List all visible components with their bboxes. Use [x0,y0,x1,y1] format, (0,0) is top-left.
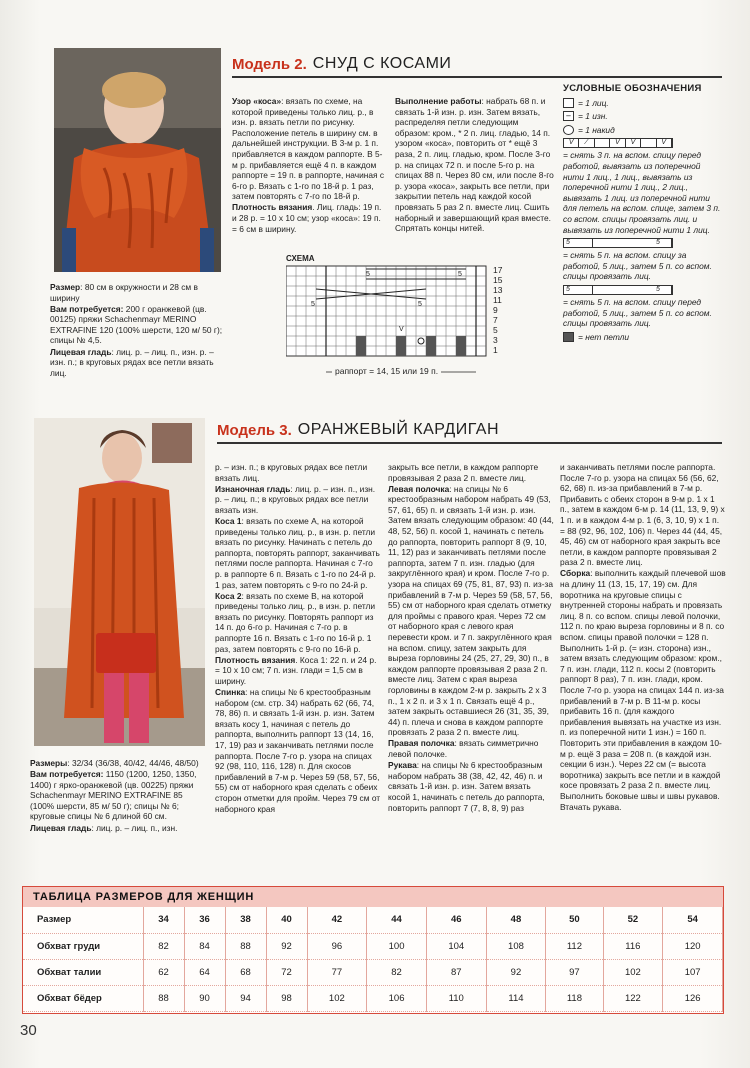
model3-column-3: и заканчивать петлями после раппорта. После 7-го р. узора на спицах 56 (56, 62, 62, 68) п. из-за прибавлений в 7-м р. Прибавить с обеих сторон в 9-м р. 1 х 1 п., затем в каждом 6-м р. 14 (11, 13, 9, 9) х 1 п. и в каждом 4-м р. 1 (6, 3, 10, 9) х 1 п. = 88 (92, 96, 102, 106) п. Через 44 (44, 45, 45, 46) см от наборного края закрыть все петли, в каждом раппорте провязывая 2 раза 2 п. вместе лиц. Сборка: выполнить каждый плечевой шов на длину 11 (13, 15, 17, 19) см. Для воротника на круговые спицы с внутренней стороны набрать и провязать лиц. 8 п. со вспом. спицы левой полочки, 112 п. по краю выреза горловины и 8 п. со вспом. спицы правой полочки = 128 п. Выполнить 1-й р. (= изн. сторона) изн., затем вязать следующим образом: кром., 7 п. изн. глади, 112 п. косы 2 (повторить раппорт 8 раз), 7 п. изн. глади, кром. После 7-го р. узора на спицах 144 п. из-за прибавлений в 7-м р. В 11-м р. косы прибавить 16 п. (для каждого прибавления вывязать на участке из изн. п. из поперечной нити 1 изн.) = 160 п. Повторить эти прибавления в каждом 10-м р. ещё 3 раза = 208 п. (в каждой изн. секции 6 изн.). Через 22 см (= высота воротника) закрыть все петли и в каждой косе провязать 2 раза 2 п. вместе лиц. Выполнить боковые швы и швы рукавов. Втачать рукава. [560,462,726,812]
model2-spec-materials: Вам потребуется: 200 г оранжевой (цв. 00125) пряжи Schachenmayr MERINO EXTRAFINE 120 (100% шерсти, 120 м/ 50 г); спицы № 4,5. [50,303,223,346]
size-table-cell: 92 [486,959,546,985]
size-table [22,886,724,1014]
size-table-cell: 77 [307,959,367,985]
model3-specs [30,758,206,834]
chart-mark-4: 5 [418,301,422,308]
size-table-cell: 108 [486,933,546,959]
chart-mark-2: 5 [458,271,462,278]
model2-column-1 [232,96,386,235]
size-table-cell: 88 [143,985,184,1011]
size-table-row [23,907,723,933]
model3-cable-2: Коса 2: вязать по схеме В, на которой приведены только лиц. р., в изн. р. петли вязать по рисунку. Повторять раппорт из 14 п. до 6-го р. Начиная с 7-го р. в раппорте 16 п. Вязать с 1-го по 16-й р. 1 раз, затем повторять с 9-го по 16-й р. [215,590,376,654]
size-table-cell: 40 [266,907,307,933]
legend-yarn-over: = 1 накид [563,125,721,136]
chart-mark-v: V [399,326,404,333]
size-table-cell: 112 [546,933,603,959]
model3-spec-sizes: Размеры: 32/34 (36/38, 40/42, 44/46, 48/50) [30,758,199,768]
size-table-row-label: Обхват груди [23,933,143,959]
size-table-cell: 120 [663,933,723,959]
legend-cable-front: 5 5 = снять 5 п. на вспом. спицу перед работой, 5 лиц., затем 5 п. со вспом. спицы провязать лиц. [563,285,712,329]
size-table-cell: 126 [663,985,723,1011]
model3-spec-stockinette: Лицевая гладь: лиц. р. – лиц. п., изн. [30,822,178,833]
size-table-cell: 42 [307,907,367,933]
chart-mark-3: 5 [311,301,315,308]
chart-rapport: раппорт = 14, 15 или 19 п. [332,366,441,376]
model2-spec-size: Размер: 80 см в окружности и 28 см в ширину [50,282,198,303]
size-table-cell: 102 [307,985,367,1011]
chart-mark-1: 5 [366,271,370,278]
model3-photo [34,418,205,746]
size-table-cell: 62 [143,959,184,985]
size-table-cell: 106 [367,985,427,1011]
snood-photo-illustration [54,48,221,272]
size-table-cell: 114 [486,985,546,1011]
size-table-cell: 100 [367,933,427,959]
size-table-grid [23,907,723,1012]
page-number: 30 [20,1022,37,1039]
model3-right-front: Правая полочка: вязать симметрично левой полочке. [388,738,539,760]
legend-purl: – = 1 изн. [563,111,721,122]
model3-title-bar [217,418,722,444]
knitting-chart [286,254,516,394]
cardigan-photo-illustration [34,418,205,746]
model3-back: Спинка: на спицы № 6 крестообразным набором (см. стр. 34) набрать 62 (66, 74, 78, 86) п. и связать 1-й изн. р. изн. Затем вязать косу 1, начиная с петель до раппорта, выполнить раппорт 13 (14, 16, 17, 19) раз и заканчивать петлями после раппорта. После 7-го р. узора на спицах 92 (98, 110, 116, 128) п. Для скосов прибавлений в 7-м р. Через 59 (58, 57, 56, 55) см от наборного края сделать с обеих сторон отметки для пройм. Через 79 см от наборного края [215,686,381,814]
chart-row-numbers: 17 15 13 11 9 7 5 3 1 [493,265,503,355]
model3-name: ОРАНЖЕВЫЙ КАРДИГАН [297,421,500,438]
yarn-over-symbol-icon [563,125,574,135]
cable-increase-symbol-icon: V ⁄ V V V [563,138,673,148]
size-table-title: ТАБЛИЦА РАЗМЕРОВ ДЛЯ ЖЕНЩИН [23,887,723,907]
knit-symbol-icon [563,98,574,108]
model2-number: Модель 2. [232,55,307,73]
size-table-cell: 118 [546,985,603,1011]
model2-instructions: Выполнение работы: набрать 68 п. и связать 1-й изн. р. изн. Затем вязать, распределяя петли следующим образом: кром., * 2 п. лиц. гладью, 14 п. узором «коса», повторить от * ещё 3 раза, 2 п. лиц. гладью, кром. После 3-го р. на спицах 72 п. и после 5-го р. на спицах 88 п. Через 80 см, или после 8-го р. узора «коса», закрыть все петли, при закрытии петель над каждой косой провязать 5 раз 2 п. вместе лиц. Сшить наборный и завершающий края вместе. Спрятать концы нитей. [395,96,554,234]
cable-back-symbol-icon: 5 5 [563,238,673,248]
model3-sleeves: Рукава: на спицы № 6 крестообразным набором набрать 38 (38, 42, 42, 46) п. и связать 1-й изн. р. изн. Затем вязать косой 1, начинать с петель до раппорта, повторить раппорт 7 (7, 8, 8, 9) раз [388,760,545,813]
legend [563,84,721,345]
legend-no-stitch: = нет петли [563,332,721,343]
size-table-cell: 72 [266,959,307,985]
size-table-row-label: Обхват талии [23,959,143,985]
model2-specs [50,282,226,379]
size-table-cell: 34 [143,907,184,933]
size-table-cell: 52 [603,907,663,933]
size-table-cell: 84 [184,933,225,959]
model3-column-1: р. – изн. п.; в круговых рядах все петли вязать лиц. Изнаночная гладь: лиц. р. – изн. п., изн. р. – лиц. п.; в круговых рядах все петли вязать изн. Коса 1: вязать по схеме А, на которой приведены только лиц. р., в изн. р. петли вязать по рисунку. Начинать с петель до раппорта, повторять раппорт, заканчивать петлями после раппорта. Начиная с 7-го р. в раппорте 6 п. Вязать с 1-го по 24-й р. 1 раз, затем повторять с 9-го по 24-й р. Коса 2: вязать по схеме В, на которой приведены только лиц. р., в изн. р. петли вязать по рисунку. Повторять раппорт из 14 п. до 6-го р. Начиная с 7-го р. в раппорте 16 п. Вязать с 1-го по 16-й р. 1 раз, затем повторять с 9-го по 16-й р. Плотность вязания. Коса 1: 22 п. и 24 р. = 10 х 10 см; 7 п. изн. глади = 1,5 см в ширину. Спинка: на спицы № 6 крестообразным набором (см. стр. 34) набрать 62 (66, 74, 78, 86) п. и связать 1-й изн. р. изн. Затем вязать косу 1, начиная с петель до раппорта, выполнить раппорт 13 (14, 16, 17, 19) раз и заканчивать петлями после раппорта. После 7-го р. узора на спицах 92 (98, 110, 116, 128) п. Для скосов прибавлений в 7-м р. Через 59 (58, 57, 56, 55) см от наборного края сделать с обеих сторон отметки для пройм. Через 79 см от наборного края [215,462,381,814]
model2-cable-pattern: Узор «коса»: вязать по схеме, на которой приведены только лиц. р., в изн. р. вязать петли по рисунку. Расположение петель в ширину см. в дальнейшей инструкции. В 3-м р. 1 п. прибавляется в каждом раппорте. В 5-м р. прибавляется ещё 4 п. в каждом раппорте = 19 п. в раппорте, начиная с 6-го р. Вязать с 1-го по 18-й р. 1 раз, затем повторять с 7-го по 18-й р. [232,96,385,202]
size-table-cell: 48 [486,907,546,933]
legend-knit: = 1 лиц. [563,98,721,109]
size-table-cell: 98 [266,985,307,1011]
size-table-cell: 46 [426,907,486,933]
cable-front-symbol-icon: 5 5 [563,285,673,295]
size-table-cell: 102 [603,959,663,985]
size-table-row [23,959,723,985]
model2-name: СНУД С КОСАМИ [312,55,452,72]
model3-cable-1: Коса 1: вязать по схеме А, на которой приведены только лиц. р., в изн. р. петли вязать по рисунку. Начинать с петель до раппорта, повторять раппорт, заканчивать петлями после раппорта. Начиная с 7-го р. в раппорте 6 п. Вязать с 1-го по 24-й р. 1 раз, затем повторять с 9-го по 24-й р. [215,515,380,590]
size-table-cell: 96 [307,933,367,959]
size-table-cell: 97 [546,959,603,985]
no-stitch-symbol-icon [563,332,574,342]
size-table-cell: 94 [225,985,266,1011]
size-table-cell: 88 [225,933,266,959]
model3-number: Модель 3. [217,421,292,439]
model3-gauge: Плотность вязания. Коса 1: 22 п. и 24 р. = 10 х 10 см; 7 п. изн. глади = 1,5 см в ширину. [215,654,377,686]
size-table-row [23,985,723,1011]
size-table-cell: 54 [663,907,723,933]
size-table-cell: 50 [546,907,603,933]
model3-assembly: Сборка: выполнить каждый плечевой шов на длину 11 (13, 15, 17, 19) см. Для воротника на круговые спицы с внутренней стороны набрать и провязать лиц. 8 п. со вспом. спицы левой полочки, 112 п. по краю выреза горловины и 8 п. со вспом. спицы правой полочки = 128 п. Выполнить 1-й р. (= изн. сторона) изн., затем вязать следующим образом: кром., 7 п. изн. глади, 112 п. косы 2 (повторить раппорт 8 раз), 7 п. изн. глади, кром. После 7-го р. узора на спицах 144 п. из-за прибавлений в 7-м р. В 11-м р. косы прибавить 16 п. (для каждого прибавления вывязать на участке из изн. п. из поперечной нити 1 изн.) = 160 п. Повторить эти прибавления в каждом 10-м р. ещё 3 раза = 208 п. (в каждой изн. секции 6 изн.). Через 22 см (= высота воротника) закрыть все петли и в каждой косе провязать 2 раза 2 п. вместе лиц. Выполнить боковые швы и швы рукавов. Втачать рукава. [560,568,726,812]
model2-column-2 [395,96,555,234]
size-table-cell: 122 [603,985,663,1011]
legend-cable-back: 5 5 = снять 5 п. на вспом. спицу за работой, 5 лиц., затем 5 п. со вспом. спицы провязать лиц. [563,239,712,282]
size-table-cell: 104 [426,933,486,959]
model3-reverse-stockinette: Изнаночная гладь: лиц. р. – изн. п., изн. р. – лиц. п.; в круговых рядах все петли вязать изн. [215,483,376,515]
size-table-cell: 107 [663,959,723,985]
size-table-cell: 82 [143,933,184,959]
purl-symbol-icon: – [563,111,574,121]
model3-column-2: закрыть все петли, в каждом раппорте провязывая 2 раза 2 п. вместе лиц. Левая полочка: на спицы № 6 крестообразным набором набрать 49 (53, 57, 61, 65) п. и связать 1-й изн. р. изн. Затем вязать следующим образом: 40 (44, 48, 52, 56) п. косой 1, начинать с петель до раппорта, повторить раппорт 8 (9, 10, 11, 12) раз и заканчивать петлями после раппорта, затем 7 п. изн. гладью (для закруглённого края) и кром. После 7-го р. узора на спицах 69 (75, 81, 87, 93) п. из-за прибавлений в 7-м р. Через 59 (58, 57, 56, 55) см от наборного края сделать отметку для проймы с правого края. Через 72 см от наборного края с левого края перевести кром. и 7 п. закруглённого края на вспом. спицу, затем закрыть для выреза горловины 24 (25, 27, 29, 30) п., в каждом раппорте провязывая 2 раза 2 п. вместе лиц. Затем с края выреза горловины в каждом 2-м р. закрыть 2 х 3 п., 1 х 2 п. и 3 х 1 п. Связать ещё 4 р., затем закрыть оставшиеся 26 (31, 35, 39, 44) п. плеча и снова в каждом раппорте провязать 2 раза 2 п. вместе лиц. Правая полочка: вязать симметрично левой полочке. Рукава: на спицы № 6 крестообразным набором набрать 38 (38, 42, 42, 46) п. и связать 1-й изн. р. изн. Затем вязать косой 1, начинать с петель до раппорта, повторить раппорт 7 (7, 8, 8, 9) раз [388,462,554,813]
size-table-cell: 110 [426,985,486,1011]
model2-photo [54,48,221,272]
chart-title: СХЕМА [286,254,315,263]
size-table-cell: 38 [225,907,266,933]
model3-left-front: Левая полочка: на спицы № 6 крестообразным набором набрать 49 (53, 57, 61, 65) п. и связать 1-й изн. р. изн. Затем вязать следующим образом: 40 (44, 48, 52, 56) п. косой 1, начинать с петель до раппорта, повторить раппорт 8 (9, 10, 11, 12) раз и заканчивать петлями после раппорта, затем 7 п. изн. гладью (для закруглённого края) и кром. После 7-го р. узора на спицах 69 (75, 81, 87, 93) п. из-за прибавлений в 7-м р. Через 59 (58, 57, 56, 55) см от наборного края сделать отметку для проймы с правого края. Через 72 см от наборного края с левого края перевести кром. и 7 п. закруглённого края на вспом. спицу, затем закрыть для выреза горловины 24 (25, 27, 29, 30) п., в каждом раппорте провязывая 2 раза 2 п. вместе лиц. Затем с края выреза горловины в каждом 2-м р. закрыть 2 х 3 п., 1 х 2 п. и 3 х 1 п. Связать ещё 4 р., затем закрыть оставшиеся 26 (31, 35, 39, 44) п. плеча и снова в каждом раппорте провязать 2 раза 2 п. вместе лиц. [388,483,554,738]
size-table-cell: 64 [184,959,225,985]
size-table-cell: 44 [367,907,427,933]
model3-spec-materials: Вам потребуется: 1150 (1200, 1250, 1350, 1400) г ярко-оранжевой (цв. 00225) пряжи Schachenmayr MERINO EXTRAFINE 85 (100% шерсти, 85 м/ 50 г); спицы № 6; круговые спицы № 6 длиной 60 см. [30,769,197,822]
legend-cable-v: V ⁄ V V V = снять 3 п. на вспом. спицу перед работой, вывязать из поперечной нити 1 лиц., 1 лиц., вывязать из поперечной нити 1 лиц., 2 лиц., вывязать 1 лиц. из поперечной нити для петель на вспом. спице, затем 3 п. со вспом. спицы провязать лиц. и вывязать из поперечной нити 1 лиц. [563,139,721,235]
size-table-row-label: Размер [23,907,143,933]
legend-title: УСЛОВНЫЕ ОБОЗНАЧЕНИЯ [563,83,702,94]
size-table-row-label: Обхват бёдер [23,985,143,1011]
size-table-cell: 36 [184,907,225,933]
size-table-row [23,933,723,959]
model2-spec-stockinette: Лицевая гладь: лиц. р. – лиц. п., изн. р. – изн. п.; в круговых рядах все петли вязать лиц. [50,346,214,378]
size-table-cell: 92 [266,933,307,959]
size-table-cell: 68 [225,959,266,985]
size-table-cell: 82 [367,959,427,985]
model2-gauge: Плотность вязания. Лиц. гладь: 19 п. и 28 р. = 10 х 10 см; узор «коса»: 19 п. = 6 см в ширину. [232,202,382,234]
size-table-cell: 87 [426,959,486,985]
size-table-cell: 116 [603,933,663,959]
size-table-cell: 90 [184,985,225,1011]
model2-title-bar [232,52,722,78]
